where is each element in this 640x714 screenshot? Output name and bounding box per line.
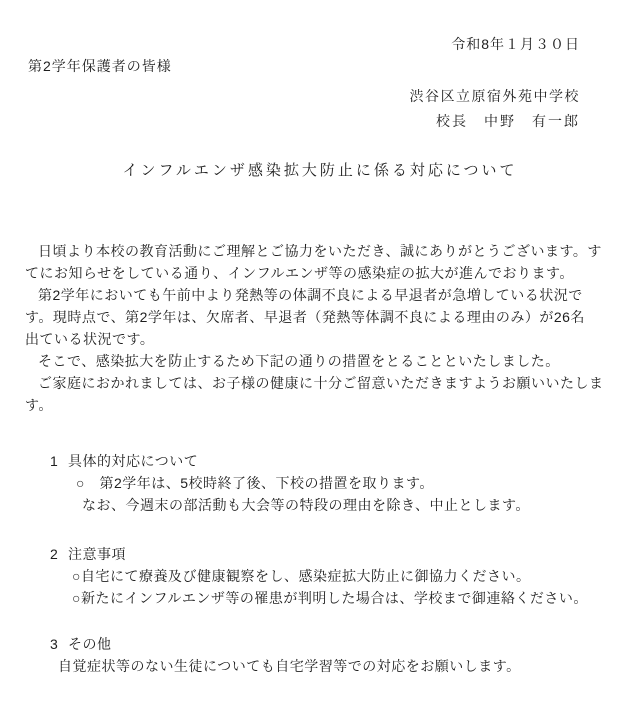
section-other	[0, 633, 640, 677]
section-item: なお、今週末の部活動も大会等の特段の理由を除き、中止とします。	[82, 497, 530, 513]
section-heading	[0, 543, 640, 565]
section-precautions	[0, 543, 640, 609]
school-name: 渋谷区立原宿外苑中学校	[409, 88, 580, 104]
section-number: 3	[50, 636, 59, 652]
body-line: てにお知らせをしている通り、インフルエンザ等の感染症の拡大が進んでおります。	[25, 265, 574, 281]
principal-name: 校長 中野 有一郎	[436, 113, 580, 129]
document-date: 令和8年１月３０日	[451, 36, 580, 52]
section-heading	[0, 633, 640, 655]
section-item: 自覚症状等のない生徒についても自宅学習等での対応をお願いします。	[58, 658, 521, 674]
section-title: その他	[68, 636, 112, 652]
body-line: ご家庭におかれましては、お子様の健康に十分ご留意いただきますようお願いいたしま	[38, 375, 604, 391]
section-item: ○自宅にて療養及び健康観察をし、感染症拡大防止に御協力ください。	[72, 568, 531, 584]
section-concrete-measures	[0, 450, 640, 516]
body-line: 出ている状況です。	[25, 331, 155, 347]
body-line: 日頃より本校の教育活動にご理解とご協力をいただき、誠にありがとうございます。す	[38, 243, 602, 259]
body-line: す。	[25, 397, 53, 413]
body-line: す。現時点で、第2学年は、欠席者、早退者（発熱等体調不良による理由のみ）が26名	[25, 309, 585, 325]
body-line: 第2学年においても午前中より発熱等の体調不良による早退者が急増している状況で	[38, 287, 583, 303]
section-item: ○ 第2学年は、5校時終了後、下校の措置を取ります。	[76, 475, 434, 491]
section-title: 具体的対応について	[68, 453, 199, 469]
document-title: インフルエンザ感染拡大防止に係る対応について	[122, 162, 518, 179]
addressee: 第2学年保護者の皆様	[28, 58, 172, 74]
section-number: 1	[50, 453, 59, 469]
section-item: ○新たにインフルエンザ等の罹患が判明した場合は、学校まで御連絡ください。	[72, 590, 588, 606]
document-body	[25, 240, 612, 416]
body-line: そこで、感染拡大を防止するため下記の通りの措置をとることといたしました。	[38, 353, 560, 369]
section-heading	[0, 450, 640, 472]
section-number: 2	[50, 546, 59, 562]
section-title: 注意事項	[68, 546, 126, 562]
